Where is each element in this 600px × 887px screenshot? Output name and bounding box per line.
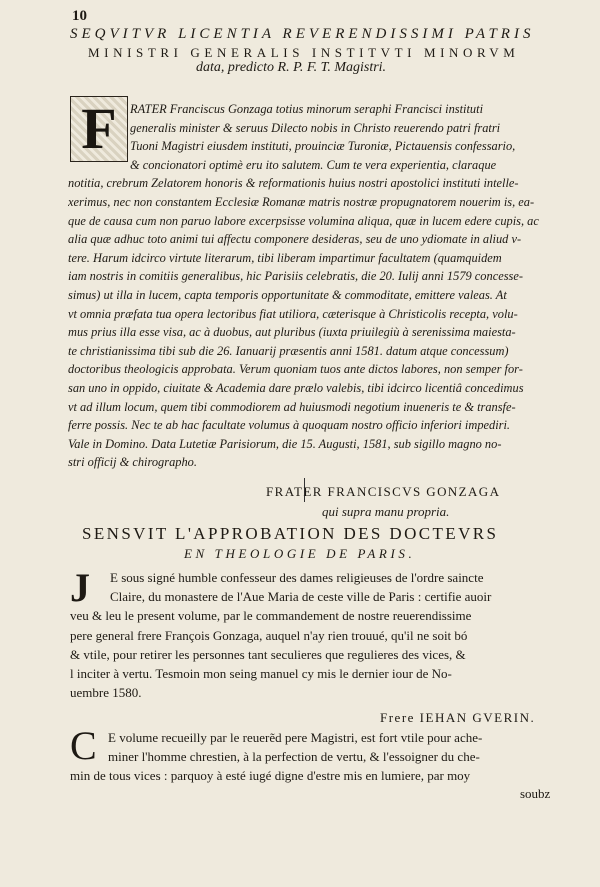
text-line: Claire, du monastere de l'Aue Maria de ceste ville de Paris : certifie auoir bbox=[110, 589, 492, 605]
text-line: l inciter à vertu. Tesmoin mon seing manuel cy mis le dernier iour de No- bbox=[70, 665, 452, 681]
text-line: iam nostris in comitiis generalibus, hic Parisiis celebratis, die 20. Iulij anni 1579 concesse- bbox=[68, 269, 523, 284]
text-line: pere general frere François Gonzaga, auquel n'ay rien trouué, qu'il ne soit bó bbox=[70, 627, 468, 643]
text-line: E volume recueilly par le reuerẽd pere Magistri, est fort vtile pour ache- bbox=[108, 730, 483, 745]
approbation-subtitle: EN THEOLOGIE DE PARIS. bbox=[184, 546, 416, 561]
text-line: vt ad illum locum, quem tibi commodiorem ad huiusmodi negotium inueneris te & transfe- bbox=[68, 399, 516, 414]
approbation-title: SENSVIT L'APPROBATION DES DOCTEVRS bbox=[82, 524, 499, 543]
text-line: E sous signé humble confesseur des dames religieuses de l'ordre saincte bbox=[110, 570, 484, 585]
text-line: generalis minister & seruus Dilecto nobis in Christo reuerendo patri fratri bbox=[130, 120, 501, 135]
text-line: RATER Franciscus Gonzaga totius minorum seraphi Francisci instituti bbox=[130, 102, 484, 116]
text-line: alia quæ adhuc toto animi tui affectu componere desideras, seu de uno ydiomate in aliud v- bbox=[68, 232, 522, 247]
text-line: uembre 1580. bbox=[70, 685, 142, 701]
text-line: & concionatori optimè eru ito salutem. Cum te vera experientia, claraque bbox=[130, 157, 497, 172]
dropcap-c: C bbox=[70, 723, 97, 768]
text-line: tere. Harum idcirco virtute literarum, tibi liberam impartimur facultatem (quamquidem bbox=[68, 250, 502, 265]
approbation-text bbox=[70, 565, 586, 702]
text-line: stri officij & chirographo. bbox=[68, 455, 197, 470]
text-line: min de tous vices : parquoy à esté iugé digne d'estre mis en lumiere, par moy bbox=[70, 768, 471, 784]
text-line: te christianissima tibi sub die 26. Ianuarij præsentis anni 1581. datum atque concessum) bbox=[68, 343, 509, 358]
dropcap-letter: F bbox=[81, 96, 117, 161]
text-line: vt omnia præfata tua opera lectoribus fiat utiliora, cæterisque à Christicolis recepta, volu- bbox=[68, 306, 518, 321]
text-line: & vtile, pour retirer les personnes tant seculieres que regulieres des vices, & bbox=[70, 646, 466, 662]
text-line: Tuoni Magistri eiusdem instituti, prouinciæ Turoniæ, Pictauensis confessario, bbox=[130, 139, 516, 154]
latin-license-text bbox=[68, 96, 580, 472]
heading-title: SEQVITVR LICENTIA REVERENDISSIMI PATRIS bbox=[70, 26, 535, 42]
text-line: miner l'homme chrestien, à la perfection de vertu, & l'essoigner du che- bbox=[108, 749, 480, 765]
signature-guerin: Frere IEHAN GVERIN. bbox=[380, 710, 536, 725]
text-line: doctoribus theologicis approbata. Verum quoniam tuos ante dictos labores, non semper for- bbox=[68, 362, 523, 377]
signature-gonzaga: FRATER FRANCISCVS GONZAGA bbox=[266, 484, 501, 499]
second-approbation-text bbox=[70, 723, 586, 786]
heading-subtitle-line2: data, predicto R. P. F. T. Magistri. bbox=[196, 60, 387, 75]
text-line: notitia, crebrum Zelatorem honoris & reformationis huius nostri apostolici instituti intelle- bbox=[68, 176, 519, 191]
text-line: que de causa cum non paruo labore excerpsisse volumina aliqua, quæ in lucem edere cupis, ac bbox=[68, 213, 539, 228]
text-line: veu & leu le present volume, par le commandement de nostre reuerendissime bbox=[70, 608, 472, 624]
text-line: xerimus, nec non constantem Ecclesiæ Romanæ matris nostræ propugnatorem nouerim is, ea- bbox=[68, 194, 535, 209]
dropcap-j: J bbox=[70, 565, 90, 610]
page-number: 10 bbox=[72, 8, 87, 24]
text-line: Vale in Domino. Data Lutetiæ Parisiorum, die 15. Augusti, 1581, sub sigillo magno no- bbox=[68, 436, 502, 451]
text-line: simus) ut illa in lucem, capta temporis opportunitate & commoditate, emittere valeas. At bbox=[68, 287, 507, 302]
heading-subtitle: MINISTRI GENERALIS INSTITVTI MINORVM bbox=[88, 45, 520, 60]
text-line: san uno in oppido, ciuitate & Academia dare prælo valebis, tibi idcirco licentiâ concedimus bbox=[68, 380, 524, 395]
text-line: mus prius illa esse visa, ac à duobus, aut pluribus (iuxta priuilegiù à serenissima maiesta- bbox=[68, 325, 516, 340]
signature-note: qui supra manu propria. bbox=[322, 504, 450, 519]
catchword: soubz bbox=[520, 786, 551, 801]
text-line: ferre possis. Nec te ab hac facultate volumus à quoquam nostro officio inferiori impediri. bbox=[68, 418, 511, 433]
